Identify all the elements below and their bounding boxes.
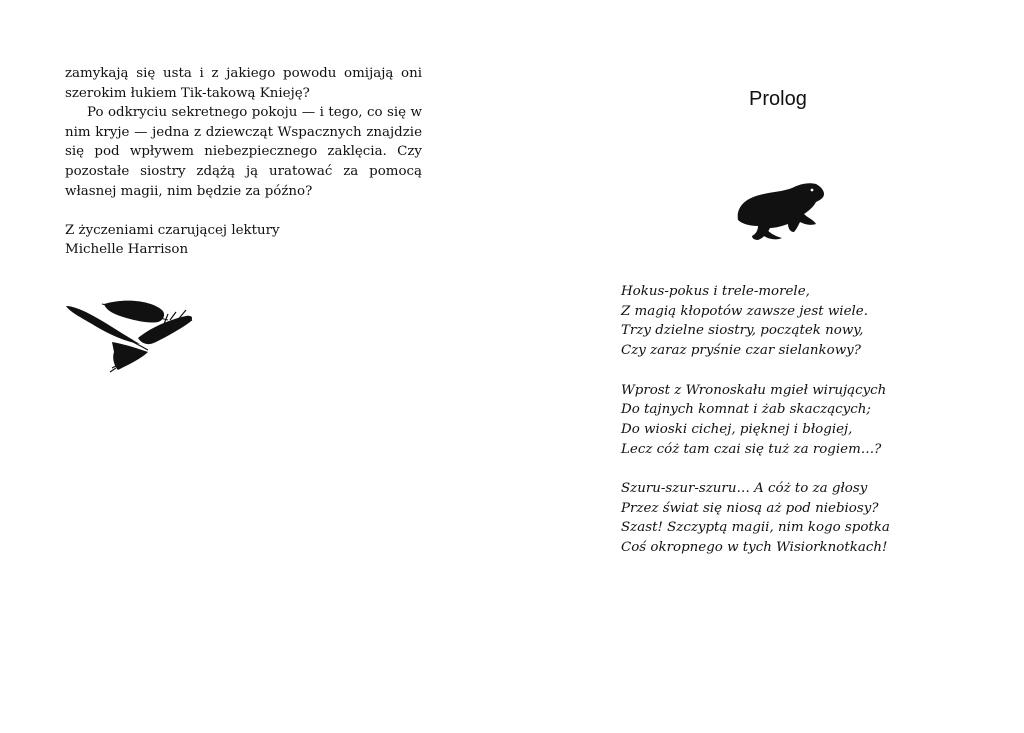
chapter-title: Prolog [749,88,807,110]
poem-line: Szuru-szur-szuru… A cóż to za głosy [621,481,868,496]
poem-line: Wprost z Wronoskału mgieł wirujących [621,382,887,398]
poem-line: Hokus-pokus i trele-morele, [621,284,810,299]
paragraph-spacer [65,201,422,221]
right-page [512,0,1024,733]
prose-block [65,64,422,260]
paragraph-continued: zamykają się usta i z jakiego powodu omijają oni szerokim łukiem Tik-takową Knieję? [65,66,422,101]
author-signature: Michelle Harrison [65,242,189,258]
closing-line: Z życzeniami czarującej lektury [65,222,280,238]
poem-line: Do wioski cichej, pięknej i błogiej, [621,421,853,437]
poem-line: Przez świat się niosą aż pod niebiosy? [621,500,879,516]
poem-stanza [621,381,921,460]
poem-stanza [621,282,921,361]
poem-line: Lecz cóż tam czai się tuż za rogiem…? [621,441,882,457]
frog-silhouette-icon [734,180,826,242]
poem-line: Trzy dzielne siostry, początek nowy, [621,323,864,339]
poem-line: Do tajnych komnat i żab skaczących; [621,402,871,418]
poem-line: Szast! Szczyptą magii, nim kogo spotka [621,520,890,536]
poem-line: Z magią kłopotów zawsze jest wiele. [621,303,868,319]
paragraph-main: Po odkryciu sekretnego pokoju — i tego, co się w nim kryje — jedna z dziewcząt Wspacznych znajdzie się pod wpływem niebezpiecznego zaklęcia. Czy pozostałe siostry zdążą ją uratować za pomocą własnej magii, nim będzie za późno? [65,105,422,199]
poem [621,282,921,578]
poem-stanza [621,479,921,558]
feathers-icon [64,298,196,374]
poem-line: Czy zaraz pryśnie czar sielankowy? [621,343,861,359]
poem-line: Coś okropnego w tych Wisiorknotkach! [621,540,888,556]
